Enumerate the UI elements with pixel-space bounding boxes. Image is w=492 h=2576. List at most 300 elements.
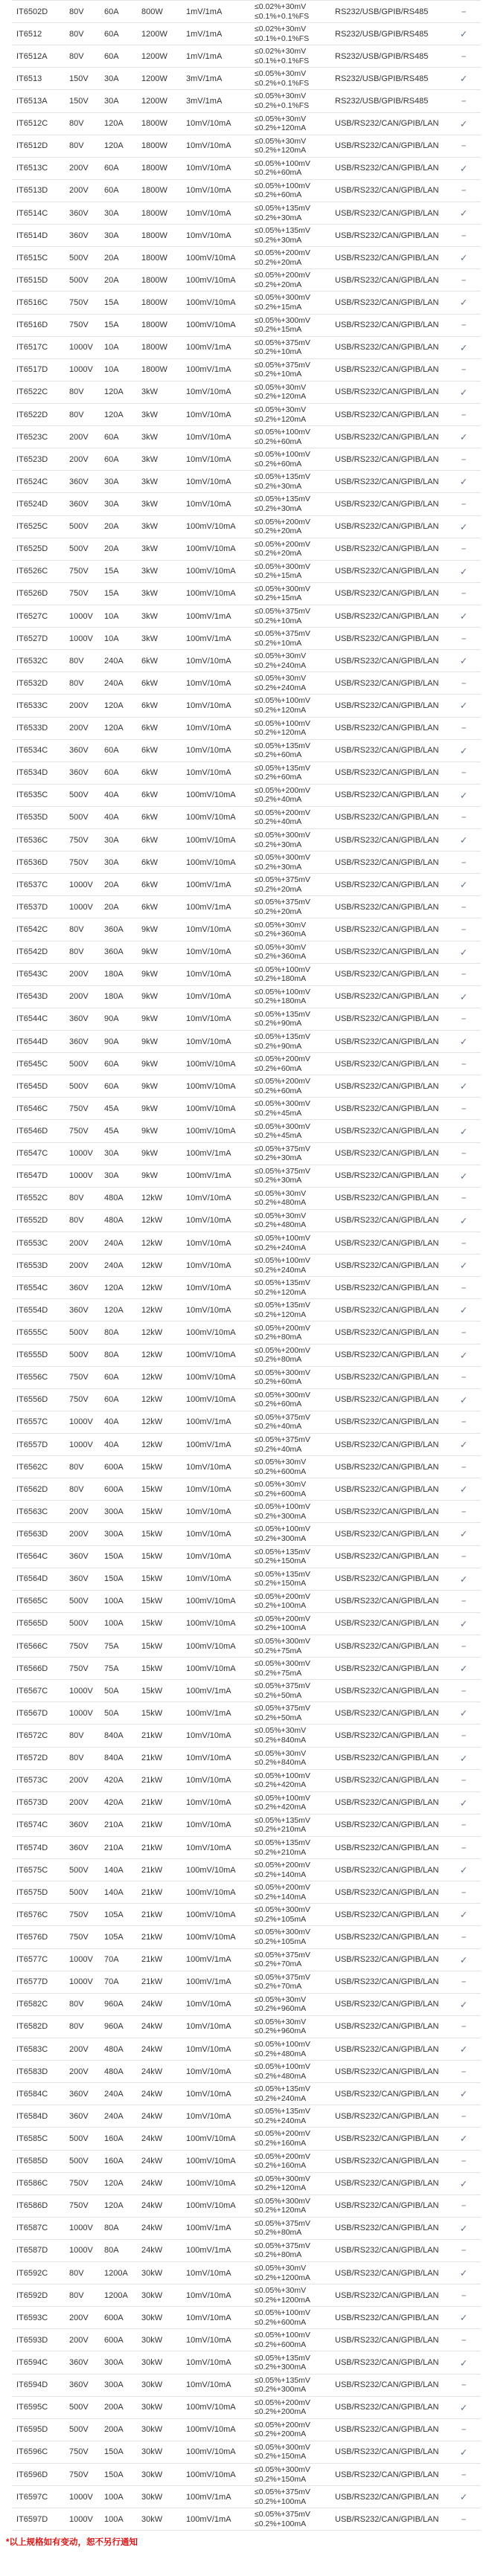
power-cell: 30kW xyxy=(141,2425,163,2435)
current-cell: 200A xyxy=(104,2403,124,2412)
current-cell: 200A xyxy=(104,2425,124,2435)
accuracy-current: ≤0.2%+40mA xyxy=(255,1422,302,1432)
flag-cell xyxy=(447,1194,481,1202)
flag-cell xyxy=(447,207,481,219)
table-row xyxy=(12,1277,481,1299)
accuracy-cell xyxy=(255,898,335,916)
dash-icon: – xyxy=(461,925,467,935)
accuracy-voltage: ≤0.05%+100mV xyxy=(255,696,310,706)
model-cell: IT6564C xyxy=(16,1552,48,1562)
model-cell: IT6544D xyxy=(16,1037,48,1046)
voltage-cell: 1000V xyxy=(69,1440,93,1449)
model-cell: IT6516C xyxy=(16,297,48,307)
dash-icon: – xyxy=(461,1373,467,1382)
resolution-cell: 100mV/1mA xyxy=(186,2224,231,2233)
flag-cell xyxy=(447,1304,481,1316)
check-icon: ✓ xyxy=(459,2134,468,2145)
table-row xyxy=(12,2284,481,2307)
dash-icon: – xyxy=(461,970,467,979)
power-cell: 12kW xyxy=(141,1373,163,1382)
flag-cell xyxy=(447,1864,481,1875)
resolution-cell: 100mV/10mA xyxy=(186,1619,236,1629)
interfaces-cell: USB/RS232/CAN/GPIB/LAN xyxy=(335,880,439,889)
table-row xyxy=(12,2351,481,2374)
current-cell: 840A xyxy=(104,1730,124,1740)
current-cell: 75A xyxy=(104,1641,119,1651)
dash-icon: – xyxy=(461,634,467,643)
voltage-cell: 1000V xyxy=(69,880,93,889)
model-cell: IT6557D xyxy=(16,1440,48,1449)
resolution-cell: 3mV/1mA xyxy=(186,96,223,106)
table-row xyxy=(12,2195,481,2218)
current-cell: 60A xyxy=(104,1395,119,1405)
resolution-cell: 10mV/10mA xyxy=(186,1529,231,1539)
accuracy-current: ≤0.2%+60mA xyxy=(255,437,302,446)
accuracy-cell xyxy=(255,741,335,760)
accuracy-cell xyxy=(255,808,335,827)
voltage-cell: 1000V xyxy=(69,1417,93,1427)
current-cell: 240A xyxy=(104,1238,124,1248)
current-cell: 20A xyxy=(104,275,119,285)
interfaces-cell: USB/RS232/CAN/GPIB/LAN xyxy=(335,343,439,352)
resolution-cell: 10mV/10mA xyxy=(186,499,231,509)
voltage-cell: 750V xyxy=(69,297,89,307)
power-cell: 1800W xyxy=(141,208,167,218)
check-icon: ✓ xyxy=(459,342,468,353)
resolution-cell: 100mV/1mA xyxy=(186,1149,231,1159)
interfaces-cell: USB/RS232/CAN/GPIB/LAN xyxy=(335,186,439,196)
resolution-cell: 10mV/10mA xyxy=(186,410,231,419)
flag-cell xyxy=(447,925,481,934)
accuracy-cell xyxy=(255,450,335,468)
accuracy-current: ≤0.1%+0.1%FS xyxy=(255,33,310,43)
accuracy-current: ≤0.2%+100mA xyxy=(255,1601,307,1611)
resolution-cell: 100mV/10mA xyxy=(186,1328,236,1337)
resolution-cell: 1mV/1mA xyxy=(186,51,223,61)
power-cell: 1200W xyxy=(141,96,167,106)
resolution-cell: 10mV/10mA xyxy=(186,119,231,129)
table-row xyxy=(12,807,481,829)
resolution-cell: 10mV/10mA xyxy=(186,2111,231,2121)
accuracy-current: ≤0.2%+70mA xyxy=(255,1960,302,1969)
table-row xyxy=(12,672,481,695)
voltage-cell: 360V xyxy=(69,231,89,240)
table-row xyxy=(12,628,481,650)
flag-cell xyxy=(447,410,481,419)
accuracy-voltage: ≤0.05%+100mV xyxy=(255,1793,310,1803)
interfaces-cell: USB/RS232/CAN/GPIB/LAN xyxy=(335,1171,439,1181)
flag-cell xyxy=(447,231,481,240)
dash-icon: – xyxy=(461,1641,467,1651)
flag-cell xyxy=(447,2022,481,2031)
check-icon: ✓ xyxy=(459,432,468,443)
resolution-cell: 100mV/1mA xyxy=(186,2246,231,2255)
check-icon: ✓ xyxy=(459,2089,468,2100)
accuracy-cell xyxy=(255,338,335,357)
flag-cell xyxy=(447,163,481,174)
resolution-cell: 100mV/10mA xyxy=(186,2470,236,2479)
table-row xyxy=(12,2374,481,2397)
table-row xyxy=(12,1501,481,1523)
current-cell: 80A xyxy=(104,2246,119,2255)
model-cell: IT6577C xyxy=(16,1955,48,1965)
check-icon: ✓ xyxy=(459,1037,468,1048)
power-cell: 1800W xyxy=(141,119,167,129)
accuracy-current: ≤0.2%+50mA xyxy=(255,1690,302,1700)
accuracy-current: ≤0.2%+120mA xyxy=(255,414,307,424)
power-cell: 15kW xyxy=(141,1484,163,1494)
accuracy-cell xyxy=(255,1838,335,1857)
accuracy-voltage: ≤0.05%+200mV xyxy=(255,785,310,795)
accuracy-voltage: ≤0.05%+200mV xyxy=(255,1591,310,1601)
accuracy-cell xyxy=(255,69,335,88)
accuracy-voltage: ≤0.05%+300mV xyxy=(255,1368,310,1377)
interfaces-cell: USB/RS232/CAN/GPIB/LAN xyxy=(335,701,439,710)
flag-cell xyxy=(447,745,481,756)
flag-cell xyxy=(447,1574,481,1585)
model-cell: IT6532C xyxy=(16,656,48,666)
accuracy-current: ≤0.2%+360mA xyxy=(255,930,307,939)
accuracy-cell xyxy=(255,2443,335,2461)
accuracy-current: ≤0.2%+30mA xyxy=(255,213,302,222)
accuracy-voltage: ≤0.05%+375mV xyxy=(255,2510,310,2519)
accuracy-voltage: ≤0.05%+30mV xyxy=(255,1188,307,1198)
resolution-cell: 10mV/10mA xyxy=(186,1484,231,1494)
voltage-cell: 360V xyxy=(69,1820,89,1830)
resolution-cell: 10mV/10mA xyxy=(186,208,231,218)
model-cell: IT6573D xyxy=(16,1798,48,1808)
resolution-cell: 100mV/1mA xyxy=(186,1686,231,1696)
resolution-cell: 100mV/10mA xyxy=(186,1104,236,1113)
interfaces-cell: USB/RS232/CAN/GPIB/LAN xyxy=(335,1149,439,1159)
model-cell: IT6574C xyxy=(16,1820,48,1830)
accuracy-cell xyxy=(255,159,335,178)
flag-cell xyxy=(447,2291,481,2300)
table-row xyxy=(12,1255,481,1277)
interfaces-cell: USB/RS232/CAN/GPIB/LAN xyxy=(335,2447,439,2457)
accuracy-cell xyxy=(255,562,335,581)
accuracy-voltage: ≤0.05%+300mV xyxy=(255,2174,310,2183)
table-row xyxy=(12,1345,481,1367)
flag-cell xyxy=(447,1060,481,1069)
model-cell: IT6544C xyxy=(16,1014,48,1024)
table-row xyxy=(12,1523,481,1545)
table-row xyxy=(12,1837,481,1859)
accuracy-current: ≤0.2%+180mA xyxy=(255,974,307,984)
accuracy-cell xyxy=(255,943,335,962)
model-cell: IT6543C xyxy=(16,970,48,979)
accuracy-voltage: ≤0.05%+300mV xyxy=(255,2196,310,2206)
resolution-cell: 10mV/10mA xyxy=(186,656,231,666)
accuracy-current: ≤0.2%+20mA xyxy=(255,527,302,536)
accuracy-voltage: ≤0.05%+300mV xyxy=(255,561,310,571)
power-cell: 15kW xyxy=(141,1686,163,1696)
accuracy-cell xyxy=(255,2062,335,2081)
interfaces-cell: USB/RS232/CAN/GPIB/LAN xyxy=(335,2201,439,2211)
current-cell: 20A xyxy=(104,544,119,554)
power-cell: 30kW xyxy=(141,2335,163,2345)
accuracy-current: ≤0.2%+60mA xyxy=(255,773,302,782)
accuracy-voltage: ≤0.05%+375mV xyxy=(255,898,310,907)
voltage-cell: 200V xyxy=(69,2313,89,2322)
model-cell: IT6524D xyxy=(16,499,48,509)
table-row xyxy=(12,2128,481,2150)
accuracy-current: ≤0.2%+480mA xyxy=(255,2071,307,2081)
power-cell: 12kW xyxy=(141,1216,163,1226)
model-cell: IT6577D xyxy=(16,1977,48,1987)
current-cell: 300A xyxy=(104,2380,124,2390)
voltage-cell: 80V xyxy=(69,656,84,666)
accuracy-voltage: ≤0.05%+100mV xyxy=(255,1771,310,1780)
flag-cell xyxy=(447,544,481,553)
voltage-cell: 80V xyxy=(69,51,84,61)
voltage-cell: 200V xyxy=(69,186,89,196)
accuracy-cell xyxy=(255,1211,335,1230)
voltage-cell: 750V xyxy=(69,2179,89,2189)
table-row xyxy=(12,247,481,269)
accuracy-current: ≤0.2%+40mA xyxy=(255,1444,302,1454)
flag-cell xyxy=(447,141,481,150)
voltage-cell: 750V xyxy=(69,567,89,576)
flag-cell xyxy=(447,1350,481,1361)
resolution-cell: 10mV/10mA xyxy=(186,678,231,688)
flag-cell xyxy=(447,611,481,622)
flag-cell xyxy=(447,52,481,61)
flag-cell xyxy=(447,387,481,398)
table-row xyxy=(12,762,481,785)
check-icon: ✓ xyxy=(459,2268,468,2279)
current-cell: 360A xyxy=(104,947,124,957)
accuracy-current: ≤0.2%+840mA xyxy=(255,1735,307,1745)
table-row xyxy=(12,1299,481,1321)
current-cell: 60A xyxy=(104,7,119,16)
table-row xyxy=(12,1725,481,1747)
model-cell: IT6586C xyxy=(16,2179,48,2189)
dash-icon: – xyxy=(461,1843,467,1852)
power-cell: 30kW xyxy=(141,2290,163,2300)
power-cell: 9kW xyxy=(141,992,158,1002)
voltage-cell: 150V xyxy=(69,74,89,83)
accuracy-current: ≤0.2%+150mA xyxy=(255,1556,307,1566)
resolution-cell: 10mV/10mA xyxy=(186,1776,231,1786)
accuracy-cell xyxy=(255,1122,335,1141)
power-cell: 6kW xyxy=(141,701,158,710)
accuracy-cell xyxy=(255,2174,335,2193)
table-row xyxy=(12,1053,481,1075)
check-icon: ✓ xyxy=(459,1664,468,1675)
accuracy-cell xyxy=(255,405,335,424)
resolution-cell: 100mV/1mA xyxy=(186,1417,231,1427)
interfaces-cell: USB/RS232/CAN/GPIB/LAN xyxy=(335,2157,439,2166)
flag-cell xyxy=(447,521,481,532)
flag-cell xyxy=(447,1328,481,1337)
model-cell: IT6537C xyxy=(16,880,48,889)
interfaces-cell: USB/RS232/CAN/GPIB/LAN xyxy=(335,1440,439,1449)
accuracy-cell xyxy=(255,1548,335,1566)
voltage-cell: 1000V xyxy=(69,2492,93,2502)
power-cell: 30kW xyxy=(141,2268,163,2278)
voltage-cell: 80V xyxy=(69,119,84,129)
dash-icon: – xyxy=(461,1887,467,1897)
table-row xyxy=(12,1702,481,1725)
accuracy-voltage: ≤0.05%+375mV xyxy=(255,1435,310,1445)
interfaces-cell: USB/RS232/CAN/GPIB/LAN xyxy=(335,835,439,845)
accuracy-voltage: ≤0.05%+300mV xyxy=(255,853,310,863)
current-cell: 210A xyxy=(104,1843,124,1852)
power-cell: 9kW xyxy=(141,1104,158,1113)
accuracy-current: ≤0.2%+300mA xyxy=(255,1533,307,1543)
accuracy-cell xyxy=(255,1256,335,1275)
interfaces-cell: USB/RS232/CAN/GPIB/LAN xyxy=(335,813,439,822)
accuracy-voltage: ≤0.05%+30mV xyxy=(255,69,307,79)
flag-cell xyxy=(447,1597,481,1606)
model-cell: IT6517C xyxy=(16,343,48,352)
accuracy-current: ≤0.2%+30mA xyxy=(255,503,302,513)
accuracy-current: ≤0.2%+300mA xyxy=(255,2385,307,2395)
accuracy-voltage: ≤0.05%+135mV xyxy=(255,741,310,750)
power-cell: 1200W xyxy=(141,51,167,61)
power-cell: 30kW xyxy=(141,2470,163,2479)
dash-icon: – xyxy=(461,724,467,733)
accuracy-voltage: ≤0.05%+135mV xyxy=(255,495,310,504)
flag-cell xyxy=(447,276,481,285)
dash-icon: – xyxy=(461,2514,467,2524)
interfaces-cell: USB/RS232/CAN/GPIB/LAN xyxy=(335,970,439,979)
current-cell: 60A xyxy=(104,746,119,756)
interfaces-cell: RS232/USB/GPIB/RS485 xyxy=(335,7,429,16)
voltage-cell: 200V xyxy=(69,2044,89,2054)
current-cell: 300A xyxy=(104,1529,124,1539)
accuracy-current: ≤0.2%+75mA xyxy=(255,1668,302,1678)
current-cell: 150A xyxy=(104,1552,124,1562)
accuracy-voltage: ≤0.05%+100mV xyxy=(255,987,310,996)
flag-cell xyxy=(447,2267,481,2279)
accuracy-current: ≤0.2%+30mA xyxy=(255,840,302,849)
current-cell: 40A xyxy=(104,790,119,800)
voltage-cell: 200V xyxy=(69,1260,89,1270)
interfaces-cell: USB/RS232/CAN/GPIB/LAN xyxy=(335,1574,439,1584)
interfaces-cell: USB/RS232/CAN/GPIB/LAN xyxy=(335,2067,439,2076)
flag-cell xyxy=(447,1797,481,1809)
dash-icon: – xyxy=(461,589,467,599)
voltage-cell: 150V xyxy=(69,96,89,106)
check-icon: ✓ xyxy=(459,1797,468,1809)
flag-cell xyxy=(447,1687,481,1696)
accuracy-voltage: ≤0.05%+300mV xyxy=(255,2465,310,2475)
power-cell: 6kW xyxy=(141,678,158,688)
resolution-cell: 100mV/10mA xyxy=(186,1081,236,1091)
flag-cell xyxy=(447,1417,481,1426)
current-cell: 90A xyxy=(104,1037,119,1046)
power-cell: 6kW xyxy=(141,724,158,733)
current-cell: 120A xyxy=(104,701,124,710)
voltage-cell: 360V xyxy=(69,768,89,778)
check-icon: ✓ xyxy=(459,163,468,174)
accuracy-current: ≤0.2%+30mA xyxy=(255,235,302,245)
current-cell: 30A xyxy=(104,477,119,486)
current-cell: 30A xyxy=(104,74,119,83)
current-cell: 60A xyxy=(104,454,119,464)
power-cell: 6kW xyxy=(141,768,158,778)
model-cell: IT6534C xyxy=(16,746,48,756)
accuracy-current: ≤0.2%+480mA xyxy=(255,1220,307,1230)
accuracy-current: ≤0.2%+120mA xyxy=(255,705,307,715)
accuracy-current: ≤0.2%+40mA xyxy=(255,795,302,805)
dash-icon: – xyxy=(461,2067,467,2076)
accuracy-voltage: ≤0.05%+375mV xyxy=(255,607,310,616)
current-cell: 100A xyxy=(104,2492,124,2502)
model-cell: IT6535C xyxy=(16,790,48,800)
voltage-cell: 80V xyxy=(69,410,84,419)
current-cell: 20A xyxy=(104,253,119,263)
table-row xyxy=(12,740,481,762)
power-cell: 9kW xyxy=(141,1127,158,1136)
voltage-cell: 750V xyxy=(69,1395,89,1405)
interfaces-cell: USB/RS232/CAN/GPIB/LAN xyxy=(335,656,439,666)
accuracy-voltage: ≤0.05%+300mV xyxy=(255,1905,310,1915)
flag-cell xyxy=(447,186,481,195)
power-cell: 21kW xyxy=(141,1730,163,1740)
resolution-cell: 3mV/1mA xyxy=(186,74,223,83)
voltage-cell: 200V xyxy=(69,1529,89,1539)
interfaces-cell: USB/RS232/CAN/GPIB/LAN xyxy=(335,1059,439,1069)
power-cell: 12kW xyxy=(141,1440,163,1449)
power-cell: 24kW xyxy=(141,2179,163,2189)
table-row xyxy=(12,2240,481,2262)
accuracy-cell xyxy=(255,137,335,155)
model-cell: IT6546C xyxy=(16,1104,48,1113)
accuracy-voltage: ≤0.05%+100mV xyxy=(255,1524,310,1534)
accuracy-cell xyxy=(255,1614,335,1633)
table-row xyxy=(12,538,481,561)
accuracy-cell xyxy=(255,853,335,872)
interfaces-cell: USB/RS232/CAN/GPIB/LAN xyxy=(335,1216,439,1226)
voltage-cell: 1000V xyxy=(69,2224,93,2233)
model-cell: IT6512C xyxy=(16,119,48,129)
current-cell: 30A xyxy=(104,208,119,218)
current-cell: 45A xyxy=(104,1104,119,1113)
accuracy-voltage: ≤0.05%+375mV xyxy=(255,1681,310,1691)
current-cell: 10A xyxy=(104,343,119,352)
model-cell: IT6594D xyxy=(16,2380,48,2390)
accuracy-cell xyxy=(255,1324,335,1342)
accuracy-current: ≤0.2%+60mA xyxy=(255,1400,302,1409)
resolution-cell: 100mV/10mA xyxy=(186,253,236,263)
accuracy-voltage: ≤0.05%+100mV xyxy=(255,1234,310,1243)
check-icon: ✓ xyxy=(459,1215,468,1226)
check-icon: ✓ xyxy=(459,656,468,667)
interfaces-cell: USB/RS232/CAN/GPIB/LAN xyxy=(335,1708,439,1718)
interfaces-cell: USB/RS232/CAN/GPIB/LAN xyxy=(335,2492,439,2502)
current-cell: 15A xyxy=(104,567,119,576)
voltage-cell: 750V xyxy=(69,1127,89,1136)
dash-icon: – xyxy=(461,1932,467,1942)
current-cell: 15A xyxy=(104,589,119,599)
voltage-cell: 80V xyxy=(69,1730,84,1740)
model-cell: IT6553C xyxy=(16,1238,48,1248)
power-cell: 12kW xyxy=(141,1417,163,1427)
accuracy-current: ≤0.2%+30mA xyxy=(255,1153,302,1163)
accuracy-cell xyxy=(255,1928,335,1946)
model-cell: IT6583D xyxy=(16,2067,48,2076)
accuracy-cell xyxy=(255,226,335,245)
flag-cell xyxy=(447,28,481,39)
interfaces-cell: USB/RS232/CAN/GPIB/LAN xyxy=(335,1014,439,1024)
table-row xyxy=(12,1434,481,1456)
model-cell: IT6522D xyxy=(16,410,48,419)
accuracy-voltage: ≤0.05%+100mV xyxy=(255,2308,310,2318)
accuracy-cell xyxy=(255,271,335,289)
